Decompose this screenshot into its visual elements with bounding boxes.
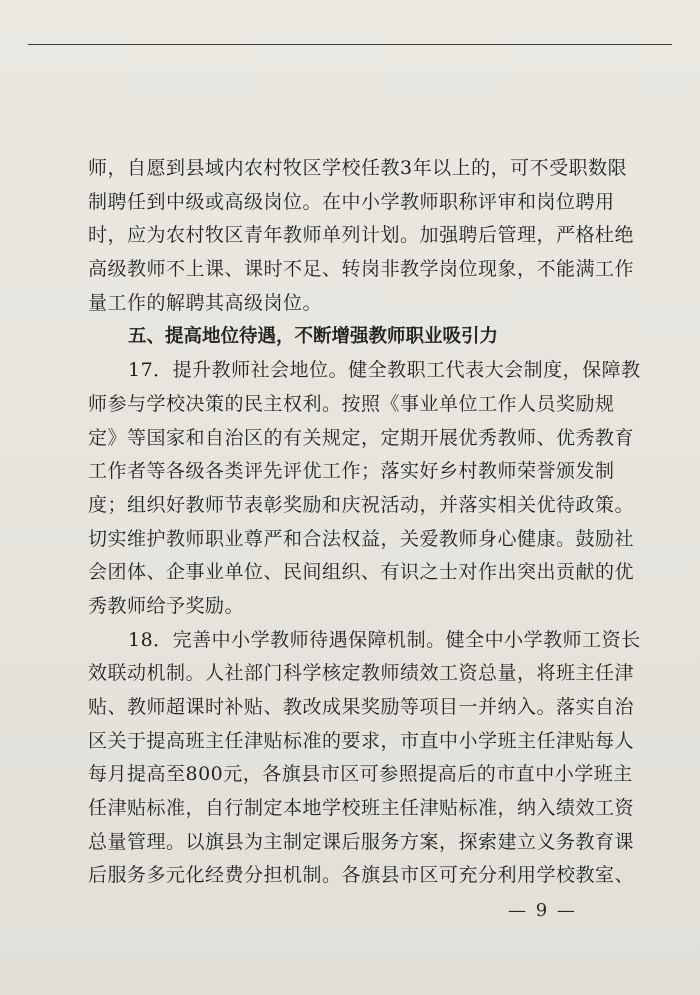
text-line: 度；组织好教师节表彰奖励和庆祝活动，并落实相关优待政策。 bbox=[88, 493, 635, 516]
text-line: 会团体、企事业单位、民间组织、有识之士对作出突出贡献的优 bbox=[88, 561, 635, 584]
header-rule bbox=[28, 44, 672, 45]
document-body bbox=[88, 152, 641, 893]
text-line: 切实维护教师职业尊严和合法权益，关爱教师身心健康。鼓励社 bbox=[88, 527, 635, 550]
text-line: 秀教师给予奖励。 bbox=[88, 594, 245, 617]
text-line: 18．完善中小学教师待遇保障机制。健全中小学教师工资长 bbox=[128, 628, 641, 651]
text-line: 制聘任到中级或高级岗位。在中小学教师职称评审和岗位聘用 bbox=[88, 190, 615, 213]
text-line: 师参与学校决策的民主权利。按照《事业单位工作人员奖励规 bbox=[88, 392, 615, 415]
text-line: 定》等国家和自治区的有关规定，定期开展优秀教师、优秀教育 bbox=[88, 426, 635, 449]
text-line: 总量管理。以旗县为主制定课后服务方案，探索建立义务教育课 bbox=[88, 830, 635, 853]
text-line: 17．提升教师社会地位。健全教职工代表大会制度，保障教 bbox=[128, 359, 641, 382]
text-line: 区关于提高班主任津贴标准的要求，市直中小学班主任津贴每人 bbox=[88, 729, 635, 752]
text-line: 时，应为农村牧区青年教师单列计划。加强聘后管理，严格杜绝 bbox=[88, 224, 635, 247]
text-line: 效联动机制。人社部门科学核定教师绩效工资总量，将班主任津 bbox=[88, 662, 635, 685]
text-line: 后服务多元化经费分担机制。各旗县市区可充分利用学校教室、 bbox=[88, 864, 635, 887]
text-line: 师，自愿到县域内农村牧区学校任教3年以上的，可不受职数限 bbox=[88, 157, 628, 179]
text-line: 量工作的解聘其高级岗位。 bbox=[88, 291, 323, 314]
section-heading: 五、提高地位待遇，不断增强教师职业吸引力 bbox=[128, 326, 499, 348]
text-line: 贴、教师超课时补贴、教改成果奖励等项目一并纳入。落实自治 bbox=[88, 696, 635, 718]
text-line: 每月提高至800元，各旗县市区可参照提高后的市直中小学班主 bbox=[88, 763, 633, 786]
text-line: 任津贴标准，自行制定本地学校班主任津贴标准，纳入绩效工资 bbox=[88, 797, 635, 820]
page-number: — 9 — bbox=[508, 900, 577, 921]
text-line: 工作者等各级各类评先评优工作；落实好乡村教师荣誉颁发制 bbox=[88, 460, 615, 483]
text-line: 高级教师不上课、课时不足、转岗非教学岗位现象，不能满工作 bbox=[88, 258, 635, 281]
